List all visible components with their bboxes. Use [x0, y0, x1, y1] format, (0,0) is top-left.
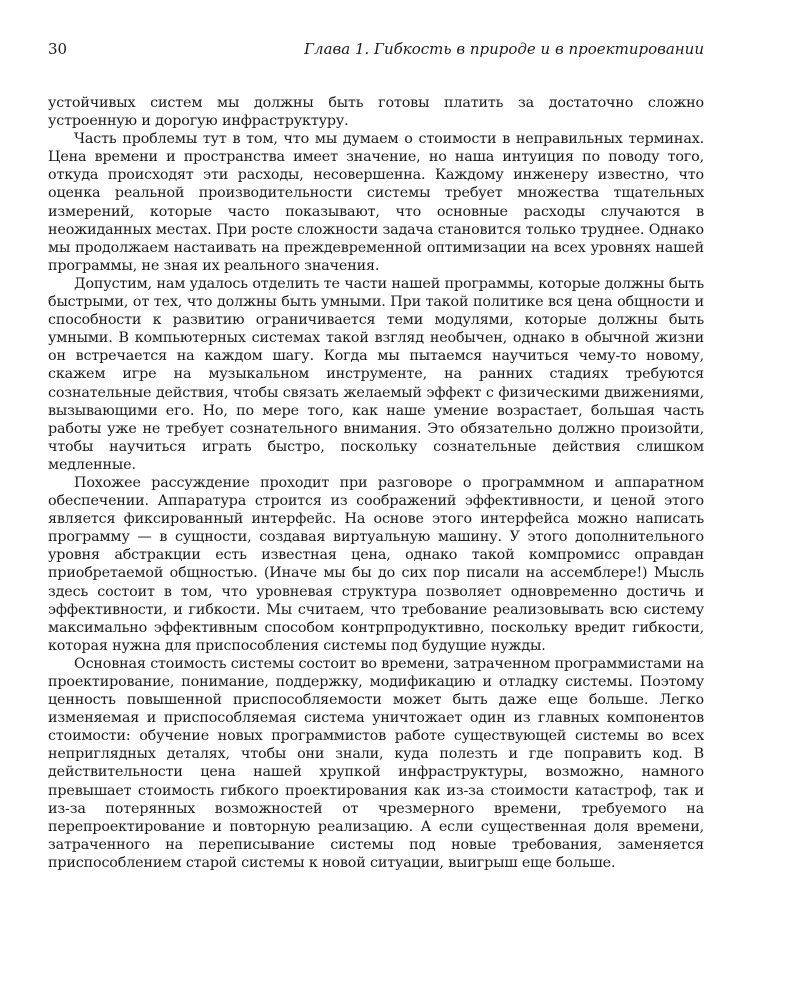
paragraph-continuation: устойчивых систем мы должны быть готовы платить за достаточно сложно устроенную и дорогую инфраструктуру.	[48, 95, 704, 130]
book-page	[48, 40, 704, 872]
page-number: 30	[48, 40, 68, 58]
running-header	[48, 40, 704, 66]
paragraph: Похожее рассуждение проходит при разговоре о программном и аппаратном обеспечении. Аппаратура строится из соображений эффективности, и ценой этого является фиксированный интерфейс. На основе этого интерфейса можно написать программу — в сущности, создавая виртуальную машину. У этого дополнительного уровня абстракции есть известная цена, однако такой компромисс оправдан приобретаемой общностью. (Иначе мы бы до сих пор писали на ассемблере!) Мысль здесь состоит в том, что уровневая структура позволяет одновременно достичь и эффективности, и гибкости. Мы считаем, что требование реализовывать всю систему максимально эффективным способом контрпродуктивно, поскольку вредит гибкости, которая нужна для приспособления системы под будущие нужды.	[48, 474, 704, 654]
chapter-title: Глава 1. Гибкость в природе и в проектировании	[304, 40, 704, 58]
paragraph: Часть проблемы тут в том, что мы думаем о стоимости в неправильных терминах. Цена времени и пространства имеет значение, но наша интуиция по поводу того, откуда происходят эти расходы, несовершенна. Каждому инженеру известно, что оценка реальной производительности системы требует множества тщательных измерений, которые часто показывают, что основные расходы случаются в неожиданных местах. При росте сложности задача становится только труднее. Однако мы продолжаем настаивать на преждевременной оптимизации на всех уровнях нашей программы, не зная их реального значения.	[48, 131, 704, 274]
body-text	[48, 94, 704, 872]
paragraph: Основная стоимость системы состоит во времени, затраченном программистами на проектирование, понимание, поддержку, модификацию и отладку системы. Поэтому ценность повышенной приспособляемости может быть даже еще больше. Легко изменяемая и приспособляемая система уничтожает один из главных компонентов стоимости: обучение новых программистов работе существующей системы во всех неприглядных деталях, чтобы они знали, куда полезть и где поправить код. В действительности цена нашей хрупкой инфраструктуры, возможно, намного превышает стоимость гибкого проектирования как из-за стоимости катастроф, так и из-за потерянных возможностей от чрезмерного времени, требуемого на перепроектирование и повторную реализацию. А если существенная доля времени, затраченного на переписывание системы под новые требования, заменяется приспособлением старой системы к новой ситуации, выигрыш еще больше.	[48, 655, 704, 871]
paragraph: Допустим, нам удалось отделить те части нашей программы, которые должны быть быстрыми, от тех, что должны быть умными. При такой политике вся цена общности и способности к развитию ограничивается теми модулями, которые должны быть умными. В компьютерных системах такой взгляд необычен, однако в обычной жизни он встречается на каждом шагу. Когда мы пытаемся научиться чему-то новому, скажем игре на музыкальном инструменте, на ранних стадиях требуются сознательные действия, чтобы связать желаемый эффект с физическими движениями, вызывающими его. Но, по мере того, как наше умение возрастает, большая часть работы уже не требует сознательного внимания. Это обязательно должно произойти, чтобы научиться играть быстро, поскольку сознательные действия слишком медленные.	[48, 275, 704, 473]
